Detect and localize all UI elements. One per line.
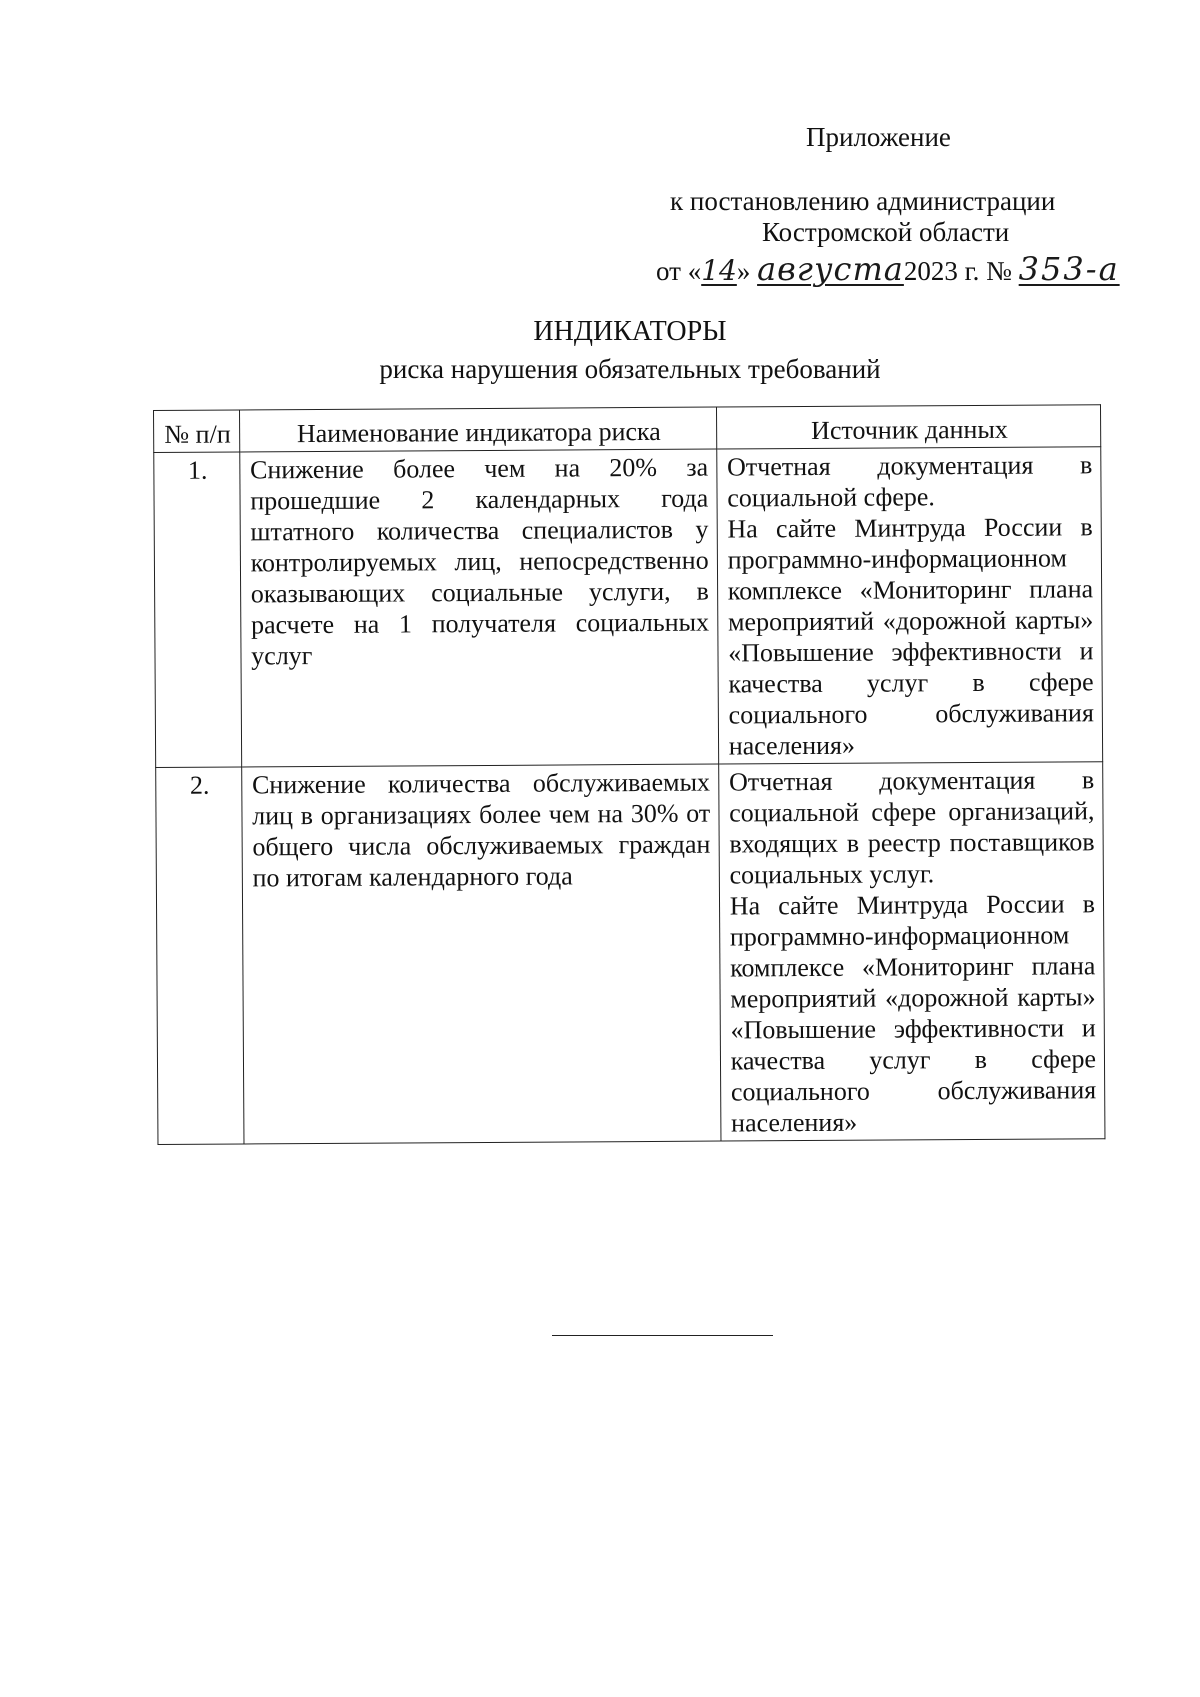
decree-date-number: [656, 250, 1120, 288]
source-paragraph: Отчетная документация в социальной сфере.: [727, 450, 1093, 513]
source-paragraph: На сайте Минтруда России в программно-информационном комплексе «Мониторинг плана мероприятий «дорожной карты» «Повышение эффективности и качества услуг в сфере социального обслуживания населения»: [729, 889, 1097, 1138]
source-paragraph: Отчетная документация в социальной сфере организаций, входящих в реестр поставщиков социальных услуг.: [728, 765, 1095, 890]
document-subtitle: риска нарушения обязательных требований: [379, 354, 881, 384]
row-num: 2.: [156, 767, 244, 1145]
appendix-reference: [670, 186, 1055, 248]
appendix-ref-line-1: к постановлению администрации: [670, 186, 1056, 216]
table-row: [154, 447, 1103, 768]
appendix-title: Приложение: [806, 122, 951, 152]
header-data-source: Источник данных: [716, 405, 1101, 449]
decree-month-handwritten: августа: [757, 250, 904, 288]
row-indicator-name: Снижение более чем на 20% за прошедшие 2 календарных года штатного количества специалистов у контролируемых лиц, непосредственно оказывающих социальные услуги, в расчете на 1 получателя социальных услуг: [239, 449, 718, 767]
row-num: 1.: [154, 452, 242, 768]
end-divider-line: [552, 1335, 773, 1336]
table-row: [156, 762, 1105, 1145]
risk-indicators-table: [153, 404, 1105, 1145]
row-data-source: [716, 447, 1102, 764]
decree-prefix: от «: [656, 256, 702, 286]
decree-number-handwritten: 353-а: [1018, 250, 1120, 288]
source-paragraph: На сайте Минтруда России в программно-информационном комплексе «Мониторинг плана мероприятий «дорожной карты» «Повышение эффективности и качества услуг в сфере социального обслуживания населения»: [727, 512, 1094, 761]
row-data-source: [718, 762, 1105, 1141]
appendix-ref-line-2: Костромской области: [762, 217, 1010, 247]
table-header-row: [154, 405, 1101, 453]
decree-day-handwritten: 14: [701, 254, 737, 287]
header-num: № п/п: [154, 410, 240, 453]
row-indicator-name: Снижение количества обслуживаемых лиц в организациях более чем на 30% от общего числа обслуживаемых граждан по итогам календарного года: [241, 764, 720, 1144]
decree-day-close: »: [736, 256, 751, 286]
decree-year: 2023 г. №: [903, 256, 1012, 286]
header-indicator-name: Наименование индикатора риска: [239, 407, 716, 452]
document-title: ИНДИКАТОРЫ: [533, 316, 727, 347]
